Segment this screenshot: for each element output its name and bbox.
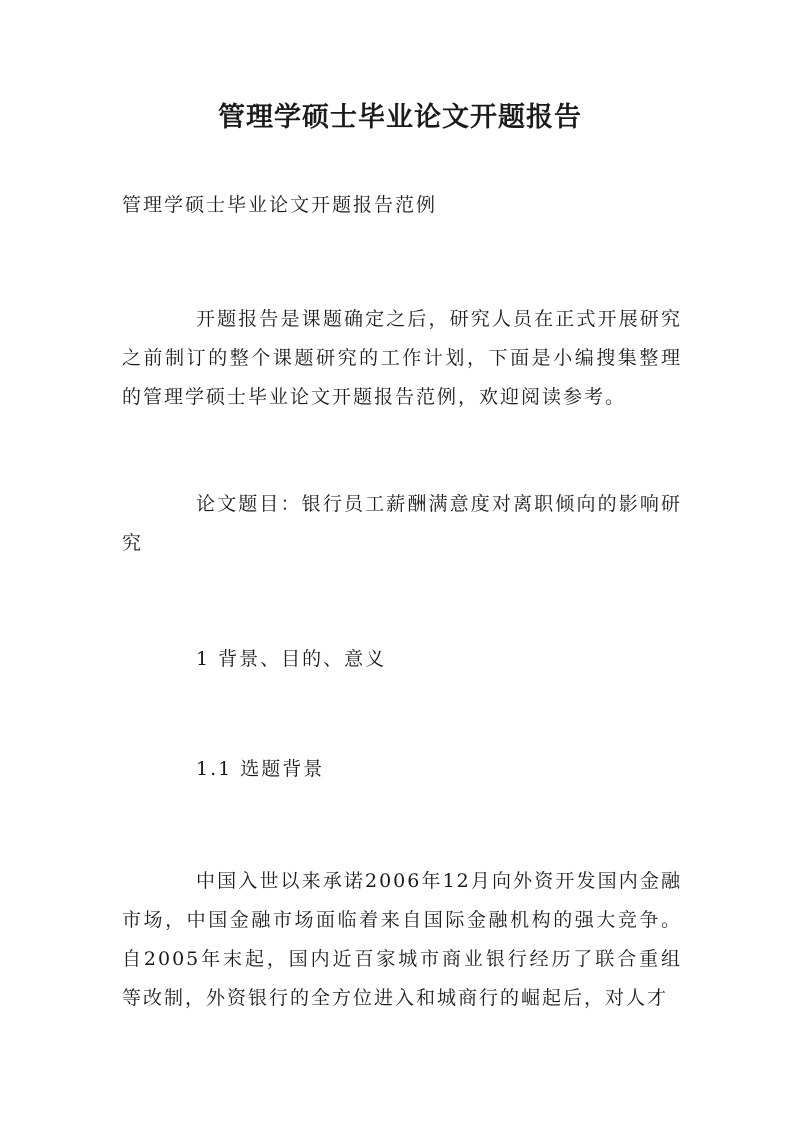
section-heading-1: 1 背景、目的、意义	[196, 648, 387, 670]
thesis-topic: 论文题目：银行员工薪酬满意度对离职倾向的影响研究	[122, 493, 682, 554]
document-subtitle: 管理学硕士毕业论文开题报告范例	[122, 194, 438, 216]
document-title: 管理学硕士毕业论文开题报告	[218, 102, 582, 133]
intro-paragraph: 开题报告是课题确定之后，研究人员在正式开展研究之前制订的整个课题研究的工作计划，下面是小编搜集整理的管理学硕士毕业论文开题报告范例，欢迎阅读参考。	[122, 308, 682, 408]
body-paragraph: 中国入世以来承诺2006年12月向外资开发国内金融市场，中国金融市场面临着来自国际金融机构的强大竞争。自2005年末起，国内近百家城市商业银行经历了联合重组等改制，外资银行的全方位进入和城商行的崛起后，对人才	[122, 870, 682, 1009]
section-heading-1-1: 1.1 选题背景	[196, 758, 325, 780]
